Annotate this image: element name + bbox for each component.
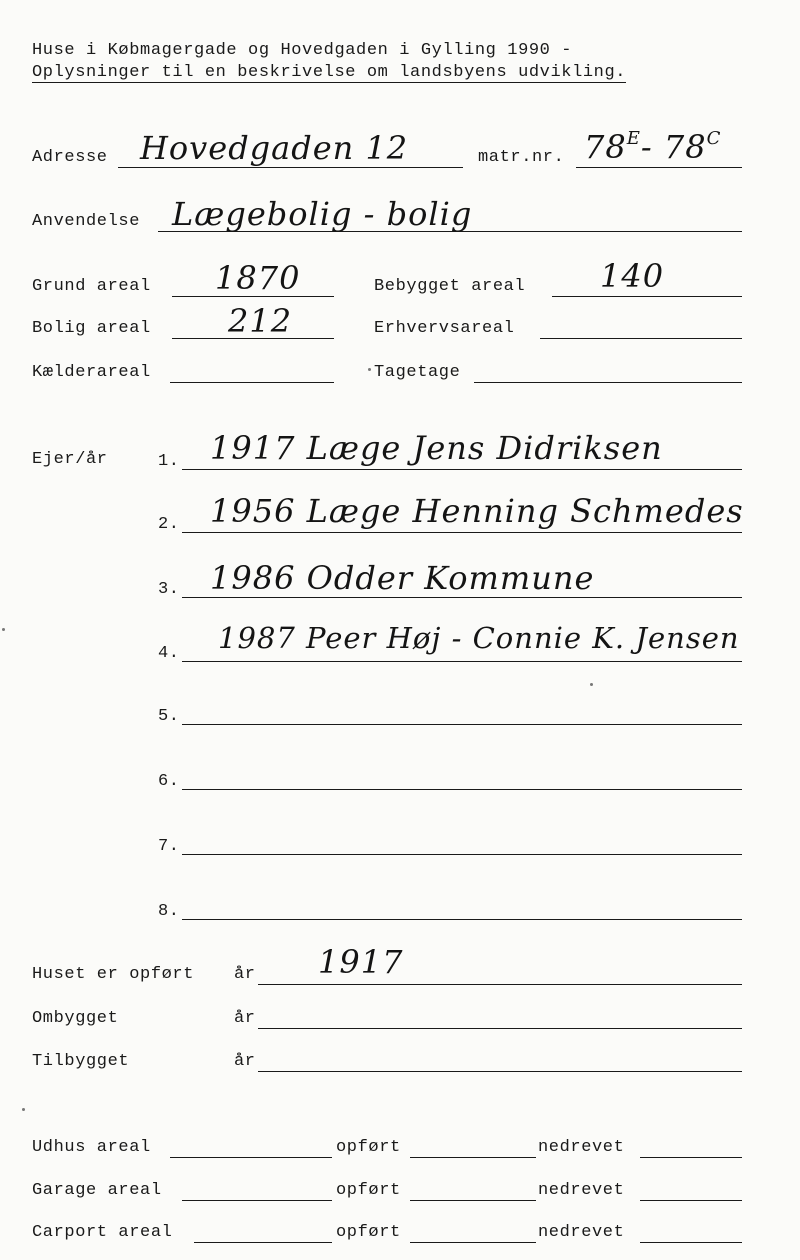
carport-built-label: opført [336, 1223, 401, 1242]
ground-area-value: 1870 [215, 259, 301, 297]
garage-built-line[interactable] [410, 1200, 536, 1201]
owner-line-3[interactable] [182, 597, 742, 598]
owner-num-8: 8. [158, 902, 180, 921]
carport-area-line[interactable] [194, 1242, 332, 1243]
address-label: Adresse [32, 148, 108, 167]
use-value: Lægebolig - bolig [172, 195, 473, 233]
address-value: Hovedgaden 12 [140, 129, 409, 167]
carport-built-line[interactable] [410, 1242, 536, 1243]
built-area-value: 140 [600, 257, 665, 295]
owner-line-1[interactable] [182, 469, 742, 470]
shed-demolished-label: nedrevet [538, 1138, 625, 1157]
address-line[interactable] [118, 167, 463, 168]
owner-value-4: 1987 Peer Høj - Connie K. Jensen [218, 621, 740, 655]
owner-num-5: 5. [158, 707, 180, 726]
owner-num-4: 4. [158, 644, 180, 663]
shed-built-line[interactable] [410, 1157, 536, 1158]
shed-built-label: opført [336, 1138, 401, 1157]
shed-area-line[interactable] [170, 1157, 332, 1158]
housing-area-label: Bolig areal [32, 319, 151, 338]
paper-speck [22, 1108, 25, 1111]
garage-area-line[interactable] [182, 1200, 332, 1201]
extended-label: Tilbygget [32, 1052, 130, 1071]
owner-line-2[interactable] [182, 532, 742, 533]
owner-num-7: 7. [158, 837, 180, 856]
carport-demolished-label: nedrevet [538, 1223, 625, 1242]
rebuilt-line[interactable] [258, 1028, 742, 1029]
built-area-label: Bebygget areal [374, 277, 526, 296]
shed-area-label: Udhus areal [32, 1138, 151, 1157]
garage-demolished-line[interactable] [640, 1200, 742, 1201]
matr-line[interactable] [576, 167, 742, 168]
housing-area-value: 212 [228, 302, 293, 340]
house-built-line[interactable] [258, 984, 742, 985]
owner-line-7[interactable] [182, 854, 742, 855]
extended-year-label: år [234, 1052, 256, 1071]
owner-num-3: 3. [158, 580, 180, 599]
paper-speck [368, 368, 371, 371]
cellar-area-label: Kælderareal [32, 363, 151, 382]
owner-value-3: 1986 Odder Kommune [210, 559, 595, 597]
garage-built-label: opført [336, 1181, 401, 1200]
owner-line-4[interactable] [182, 661, 742, 662]
matr-value: $78^E-$ $78^C$ [584, 128, 722, 166]
owner-num-2: 2. [158, 515, 180, 534]
paper-speck [2, 628, 5, 631]
owners-label: Ejer/år [32, 450, 108, 469]
rebuilt-year-label: år [234, 1009, 256, 1028]
owner-num-6: 6. [158, 772, 180, 791]
owner-value-2: 1956 Læge Henning Schmedes [210, 492, 744, 530]
owner-num-1: 1. [158, 452, 180, 471]
house-built-year-label: år [234, 965, 256, 984]
owner-line-5[interactable] [182, 724, 742, 725]
carport-demolished-line[interactable] [640, 1242, 742, 1243]
owner-value-1: 1917 Læge Jens Didriksen [210, 429, 663, 467]
garage-demolished-label: nedrevet [538, 1181, 625, 1200]
extended-line[interactable] [258, 1071, 742, 1072]
built-area-line[interactable] [552, 296, 742, 297]
business-area-label: Erhvervsareal [374, 319, 515, 338]
cellar-area-line[interactable] [170, 382, 334, 383]
header-line-2: Oplysninger til en beskrivelse om landsbyens udvikling. [32, 63, 627, 82]
rebuilt-label: Ombygget [32, 1009, 119, 1028]
carport-area-label: Carport areal [32, 1223, 173, 1242]
matr-label: matr.nr. [478, 148, 565, 167]
owner-line-8[interactable] [182, 919, 742, 920]
use-label: Anvendelse [32, 212, 141, 231]
ground-area-label: Grund areal [32, 277, 151, 296]
attic-line[interactable] [474, 382, 742, 383]
house-built-value: 1917 [318, 943, 404, 981]
garage-area-label: Garage areal [32, 1181, 162, 1200]
house-built-label: Huset er opført [32, 965, 195, 984]
header-line-1: Huse i Købmagergade og Hovedgaden i Gylling 1990 - [32, 41, 573, 60]
business-area-line[interactable] [540, 338, 742, 339]
shed-demolished-line[interactable] [640, 1157, 742, 1158]
owner-line-6[interactable] [182, 789, 742, 790]
attic-label: Tagetage [374, 363, 461, 382]
paper-speck [590, 683, 593, 686]
